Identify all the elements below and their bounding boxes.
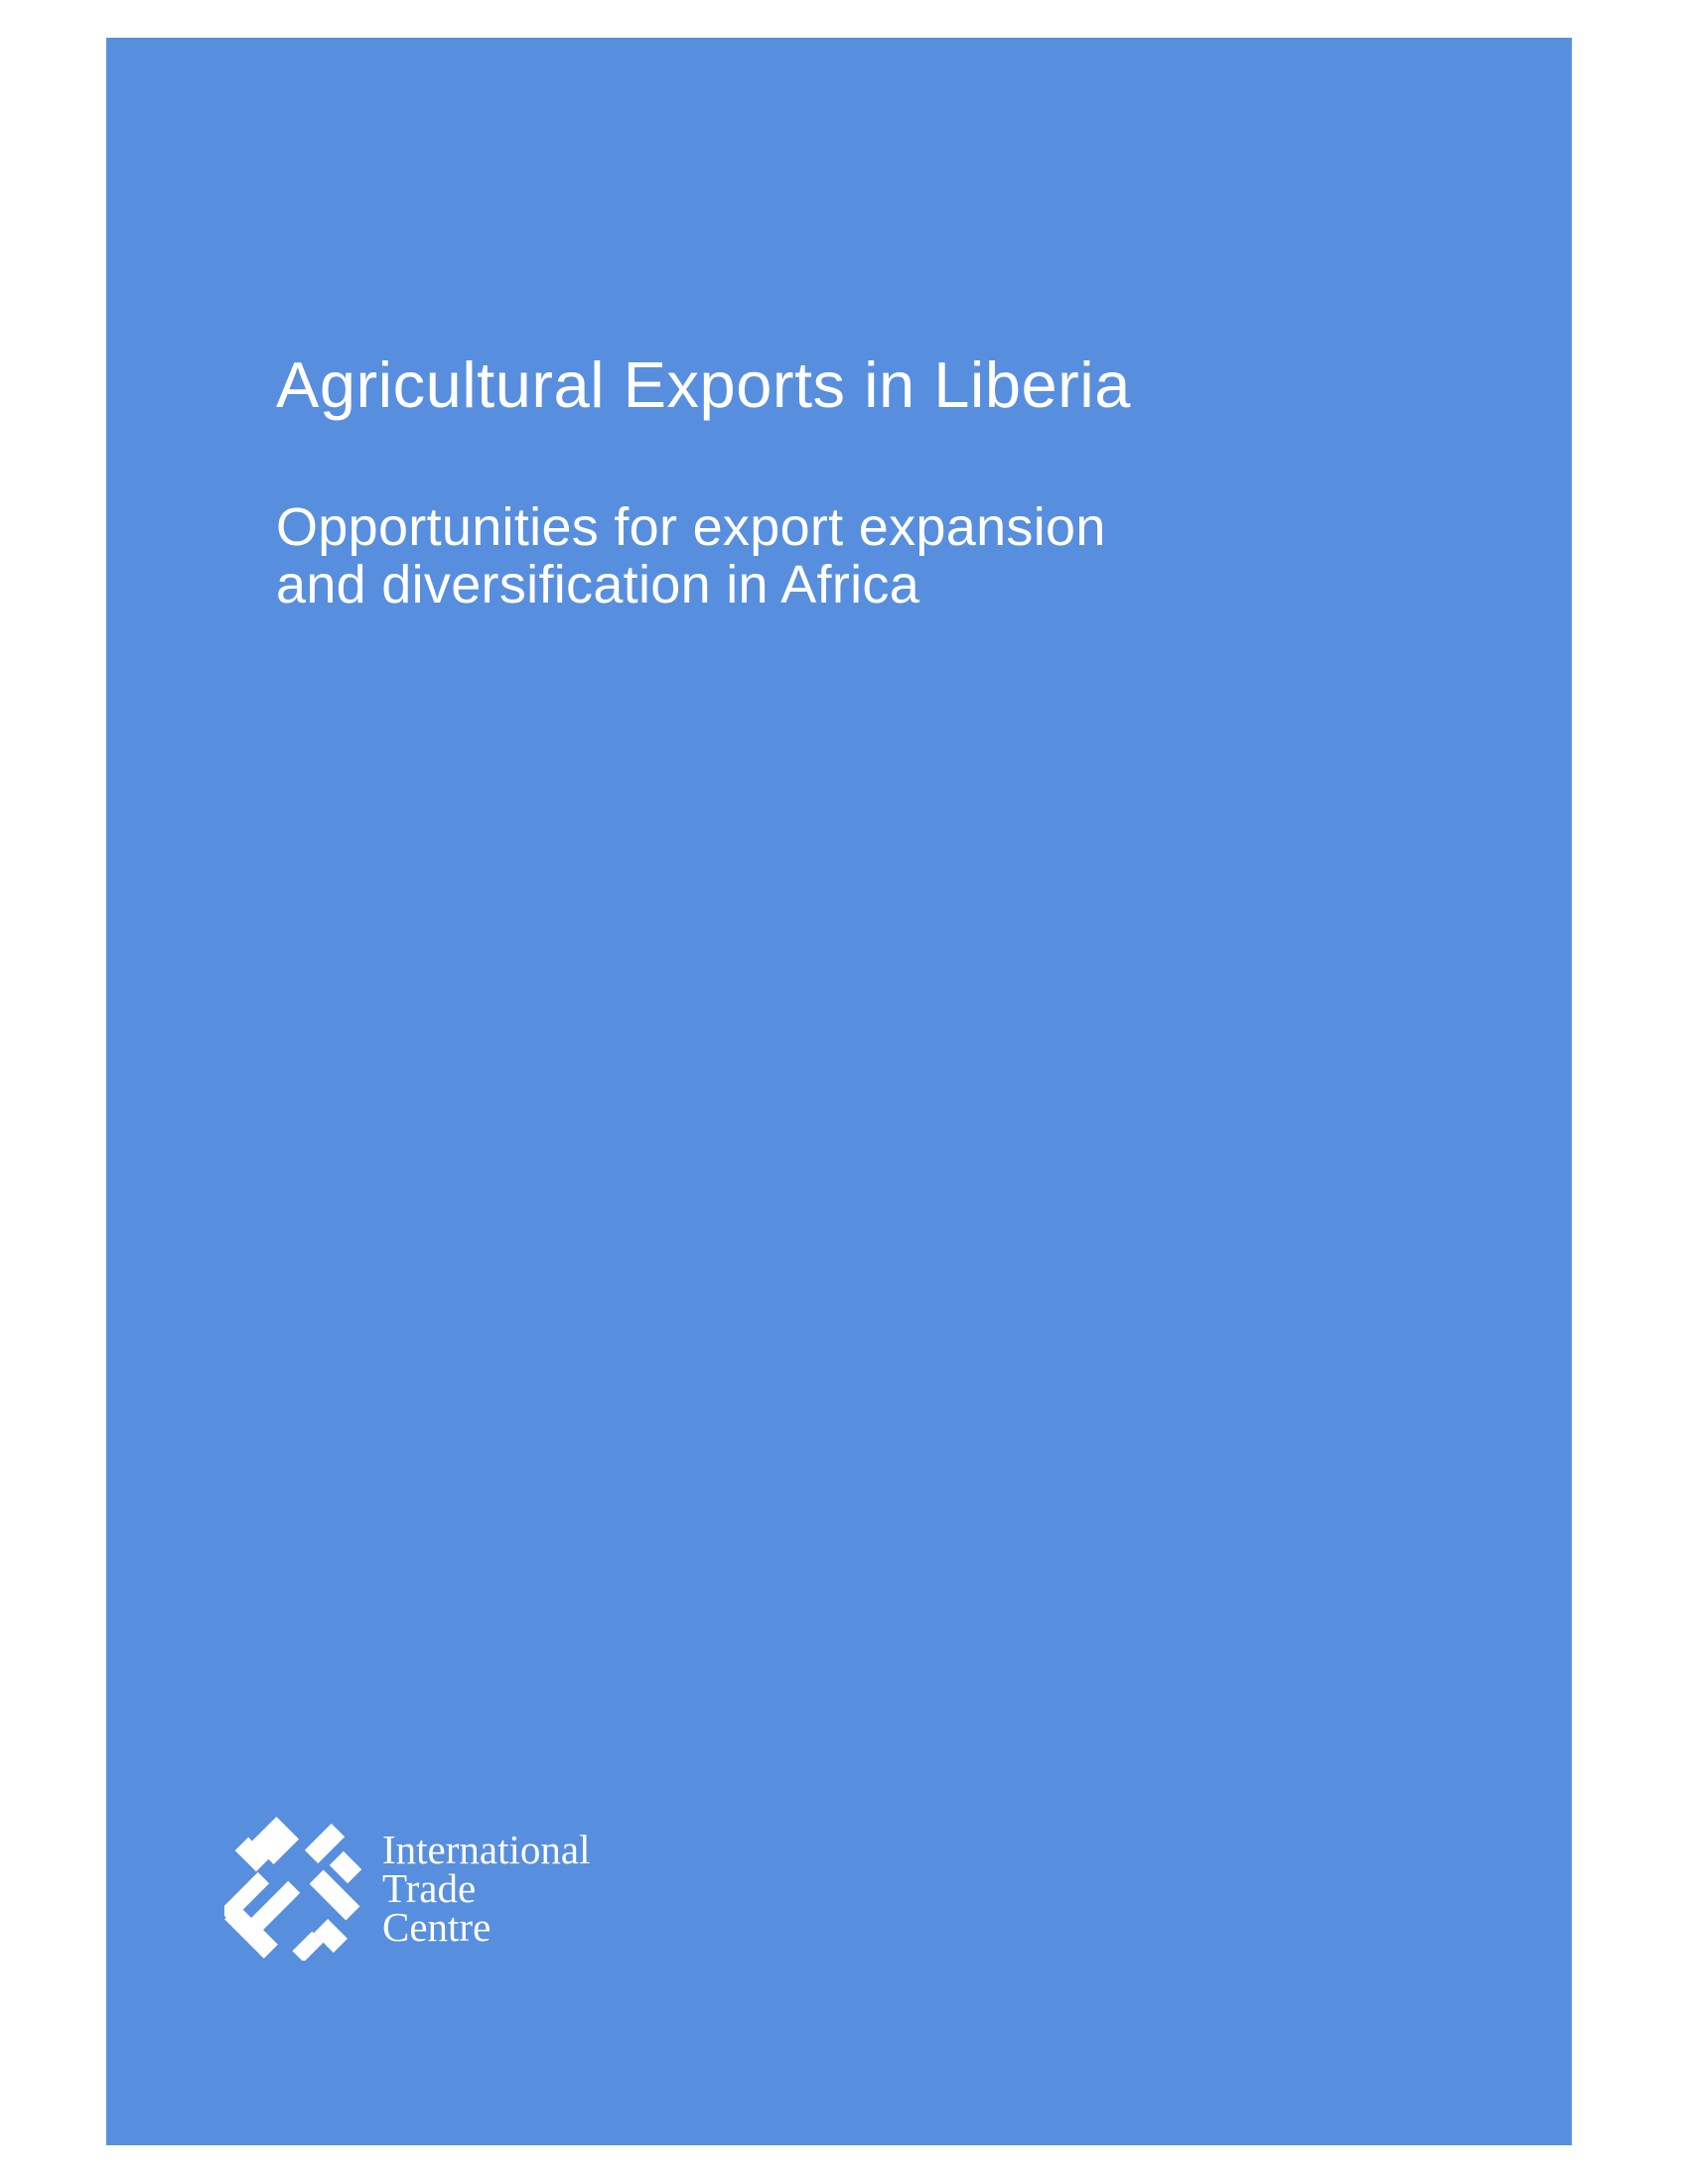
cover-blue-panel <box>106 38 1572 2145</box>
cover-subtitle <box>276 498 1106 614</box>
itc-logo-text-line-3: Centre <box>382 1904 492 1950</box>
itc-logo-text-line-1: International <box>382 1827 591 1872</box>
cover-subtitle-line-1: Opportunities for export expansion <box>276 497 1106 557</box>
itc-logo <box>224 1815 641 1964</box>
cover-title: Agricultural Exports in Liberia <box>276 348 1131 421</box>
itc-logo-text <box>382 1827 591 1950</box>
itc-logo-text-line-2: Trade <box>382 1865 477 1911</box>
itc-logo-icon <box>224 1815 363 1961</box>
cover-subtitle-line-2: and diversification in Africa <box>276 555 920 614</box>
